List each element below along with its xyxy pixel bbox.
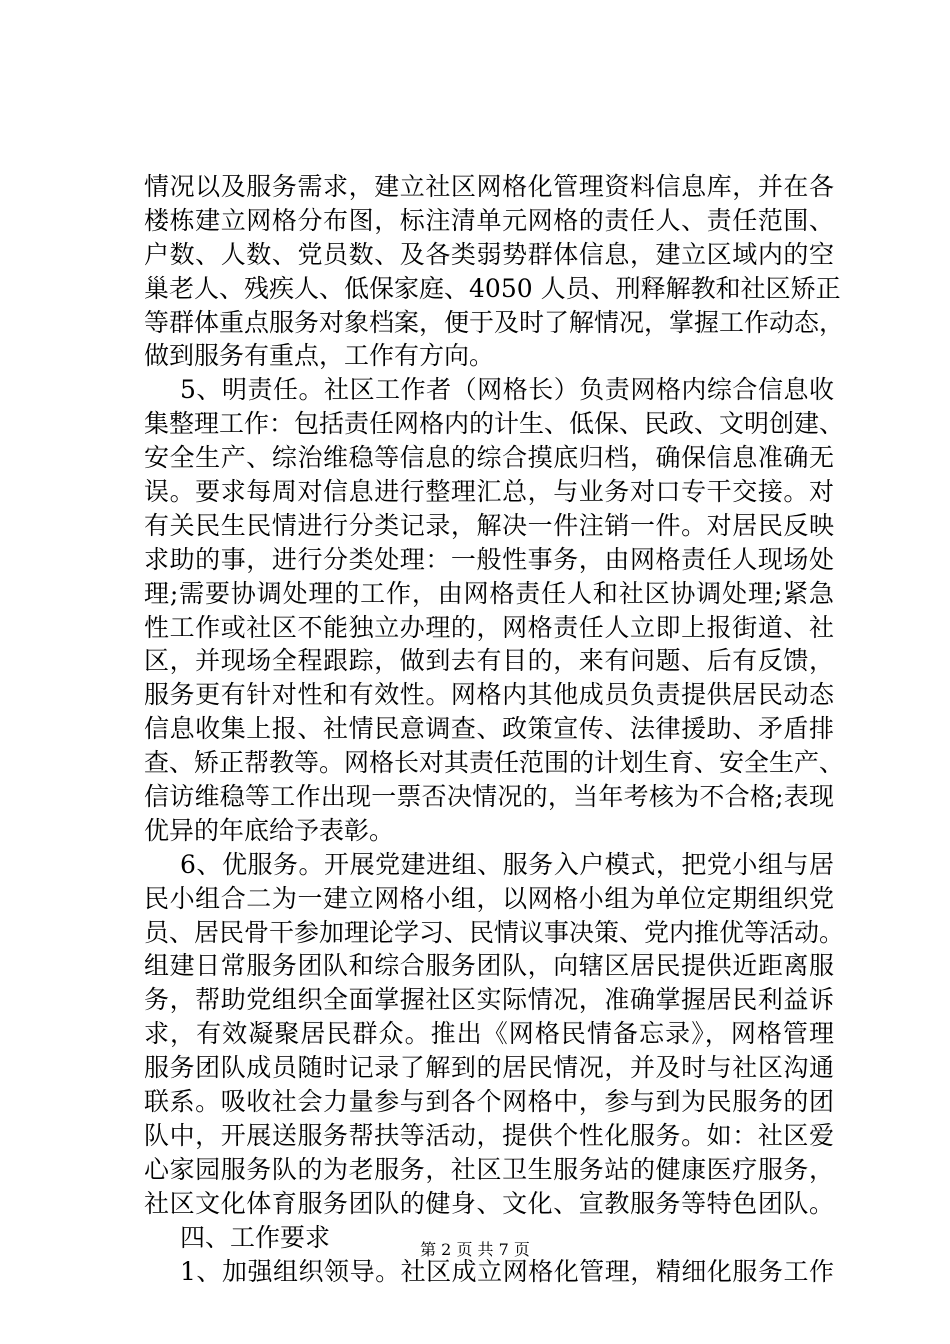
- text-line: 5、明责任。社区工作者（网格长）负责网格内综合信息收: [180, 375, 834, 405]
- text-line: 巢老人、残疾人、低保家庭、4050 人员、刑释解教和社区矫正: [144, 273, 841, 303]
- text-line: 有关民生民情进行分类记录，解决一件注销一件。对居民反映: [144, 510, 834, 540]
- page-footer: [0, 1240, 950, 1260]
- text-line: 安全生产、综治维稳等信息的综合摸底归档，确保信息准确无: [144, 443, 834, 473]
- text-line: 情况以及服务需求，建立社区网格化管理资料信息库，并在各: [144, 172, 834, 201]
- text-line: 组建日常服务团队和综合服务团队，向辖区居民提供近距离服: [144, 951, 834, 981]
- text-line: 理;需要协调处理的工作，由网格责任人和社区协调处理;紧急: [144, 578, 834, 608]
- text-line: 区，并现场全程跟踪，做到去有目的，来有问题、后有反馈，: [144, 646, 834, 676]
- text-line: 务，帮助党组织全面掌握社区实际情况，准确掌握居民利益诉: [144, 985, 834, 1015]
- text-line: 四、工作要求: [180, 1222, 331, 1252]
- text-line: 等群体重点服务对象档案，便于及时了解情况，掌握工作动态，: [144, 307, 845, 337]
- text-line: 心家园服务队的为老服务，社区卫生服务站的健康医疗服务，: [144, 1154, 834, 1184]
- text-line: 服务团队成员随时记录了解到的居民情况，并及时与社区沟通: [144, 1053, 834, 1083]
- text-line: 员、居民骨干参加理论学习、民情议事决策、党内推优等活动。: [144, 917, 845, 947]
- text-line: 户数、人数、党员数、及各类弱势群体信息，建立区域内的空: [144, 239, 834, 269]
- text-line: 联系。吸收社会力量参与到各个网格中，参与到为民服务的团: [144, 1087, 834, 1117]
- text-line: 服务更有针对性和有效性。网格内其他成员负责提供居民动态: [144, 680, 834, 710]
- text-line: 1、加强组织领导。社区成立网格化管理，精细化服务工作: [180, 1256, 834, 1286]
- text-line: 队中，开展送服务帮扶等活动，提供个性化服务。如：社区爱: [144, 1120, 834, 1150]
- text-line: 民小组合二为一建立网格小组，以网格小组为单位定期组织党: [144, 883, 834, 913]
- page-number: 第 2 页 共 7 页: [420, 1240, 530, 1259]
- document-body: [144, 170, 845, 1288]
- text-line: 查、矫正帮教等。网格长对其责任范围的计划生育、安全生产、: [144, 748, 845, 778]
- text-line: 集整理工作：包括责任网格内的计生、低保、民政、文明创建、: [144, 409, 845, 439]
- text-line: 信访维稳等工作出现一票否决情况的，当年考核为不合格;表现: [144, 782, 834, 812]
- text-line: 优异的年底给予表彰。: [144, 815, 395, 845]
- text-line: 楼栋建立网格分布图，标注清单元网格的责任人、责任范围、: [144, 205, 834, 235]
- text-line: 性工作或社区不能独立办理的，网格责任人立即上报街道、社: [144, 612, 834, 642]
- text-line: 求助的事，进行分类处理：一般性事务，由网格责任人现场处: [144, 544, 834, 574]
- text-line: 误。要求每周对信息进行整理汇总，与业务对口专干交接。对: [144, 477, 834, 507]
- text-line: 求，有效凝聚居民群众。推出《网格民情备忘录》，网格管理: [144, 1019, 834, 1049]
- text-line: 6、优服务。开展党建进组、服务入户模式，把党小组与居: [180, 849, 834, 879]
- text-line: 信息收集上报、社情民意调查、政策宣传、法律援助、矛盾排: [144, 714, 834, 744]
- text-line: 社区文化体育服务团队的健身、文化、宣教服务等特色团队。: [144, 1188, 834, 1218]
- text-line: 做到服务有重点，工作有方向。: [144, 341, 495, 371]
